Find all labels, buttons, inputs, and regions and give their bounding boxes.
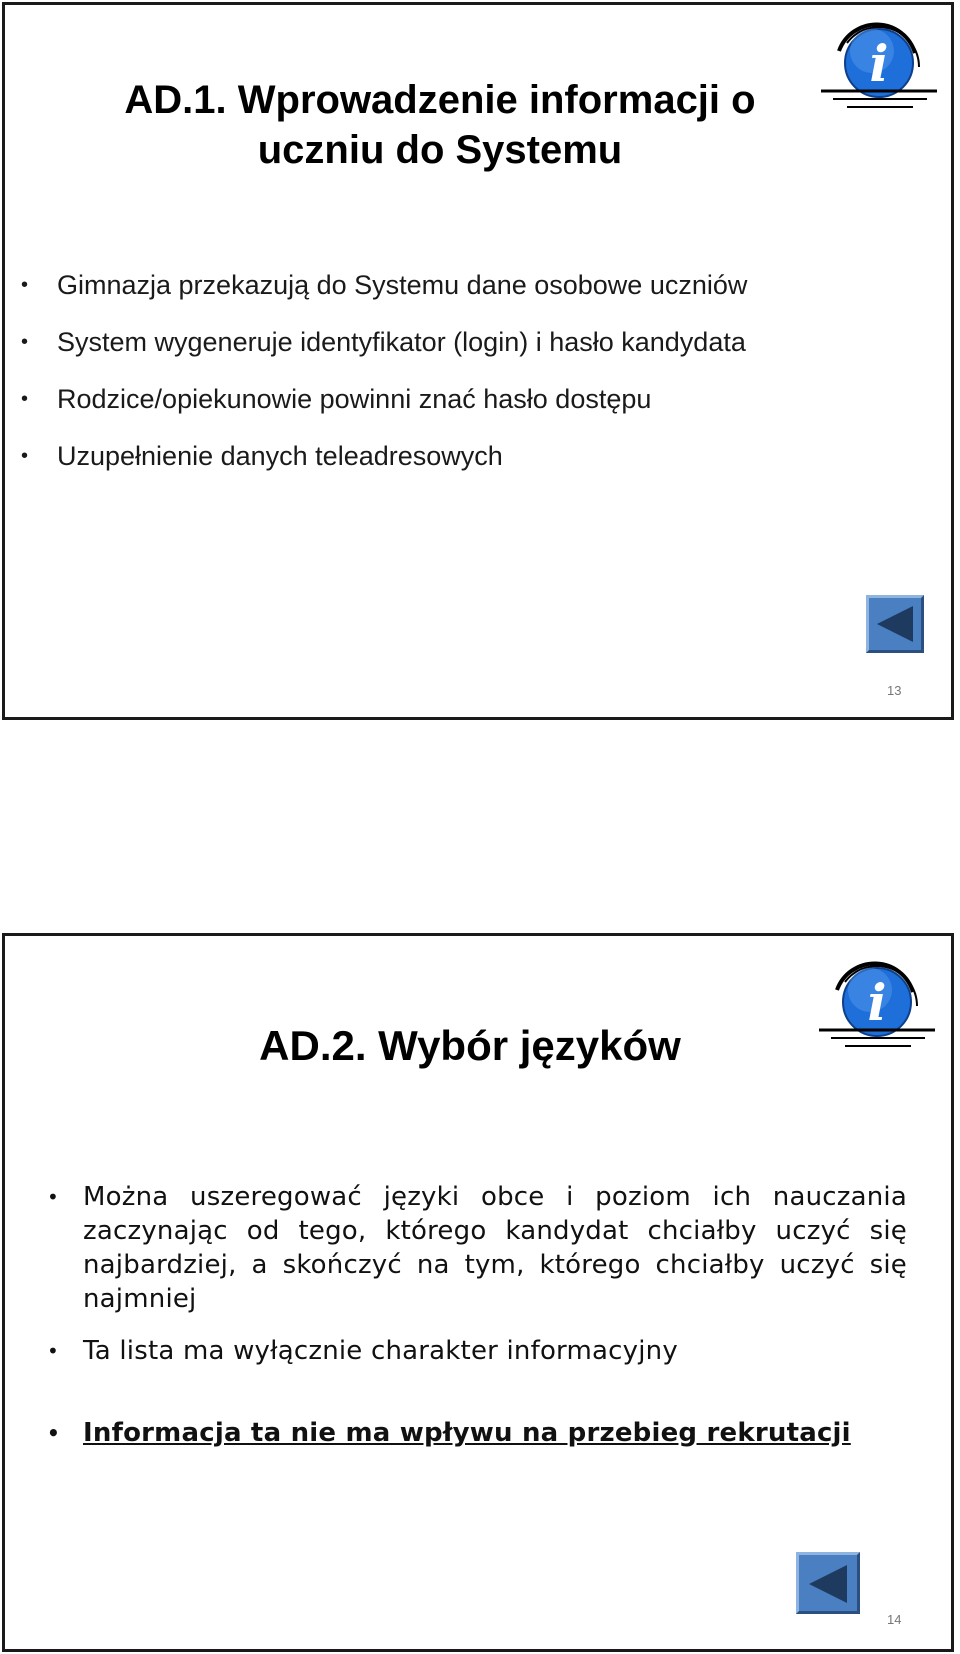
slide-title: AD.1. Wprowadzenie informacji o uczniu do Systemu <box>124 78 756 172</box>
slide-14 <box>2 933 954 1652</box>
back-button[interactable] <box>866 595 924 653</box>
slide-13 <box>2 2 954 720</box>
list-item: • Ta lista ma wyłącznie charakter informacyjny <box>43 1334 907 1368</box>
page-number: 14 <box>887 1612 902 1627</box>
list-item: • Rodzice/opiekunowie powinni znać hasło dostępu <box>19 371 939 428</box>
bullet-list <box>19 257 939 485</box>
slide-title: AD.2. Wybór języków <box>259 1022 681 1069</box>
page-number: 13 <box>887 683 902 698</box>
info-icon <box>817 21 941 117</box>
list-item: • System wygeneruje identyfikator (login) i hasło kandydata <box>19 314 939 371</box>
back-arrow-icon <box>877 606 913 642</box>
list-item: • Informacja ta nie ma wpływu na przebieg rekrutacji <box>43 1416 907 1450</box>
back-button[interactable] <box>796 1552 860 1614</box>
svg-text:i: i <box>867 973 887 1032</box>
list-item: • Gimnazja przekazują do Systemu dane osobowe uczniów <box>19 257 939 314</box>
list-item: • Uzupełnienie danych teleadresowych <box>19 428 939 485</box>
list-item: • Można uszeregować języki obce i poziom ich nauczania zaczynając od tego, którego kandydat chciałby uczyć się najbardziej, a skończyć na tym, którego chciałby uczyć się najmniej <box>43 1180 907 1316</box>
bullet-list <box>43 1180 907 1450</box>
back-arrow-icon <box>809 1565 847 1603</box>
info-icon <box>815 960 939 1056</box>
svg-text:i: i <box>869 34 889 93</box>
